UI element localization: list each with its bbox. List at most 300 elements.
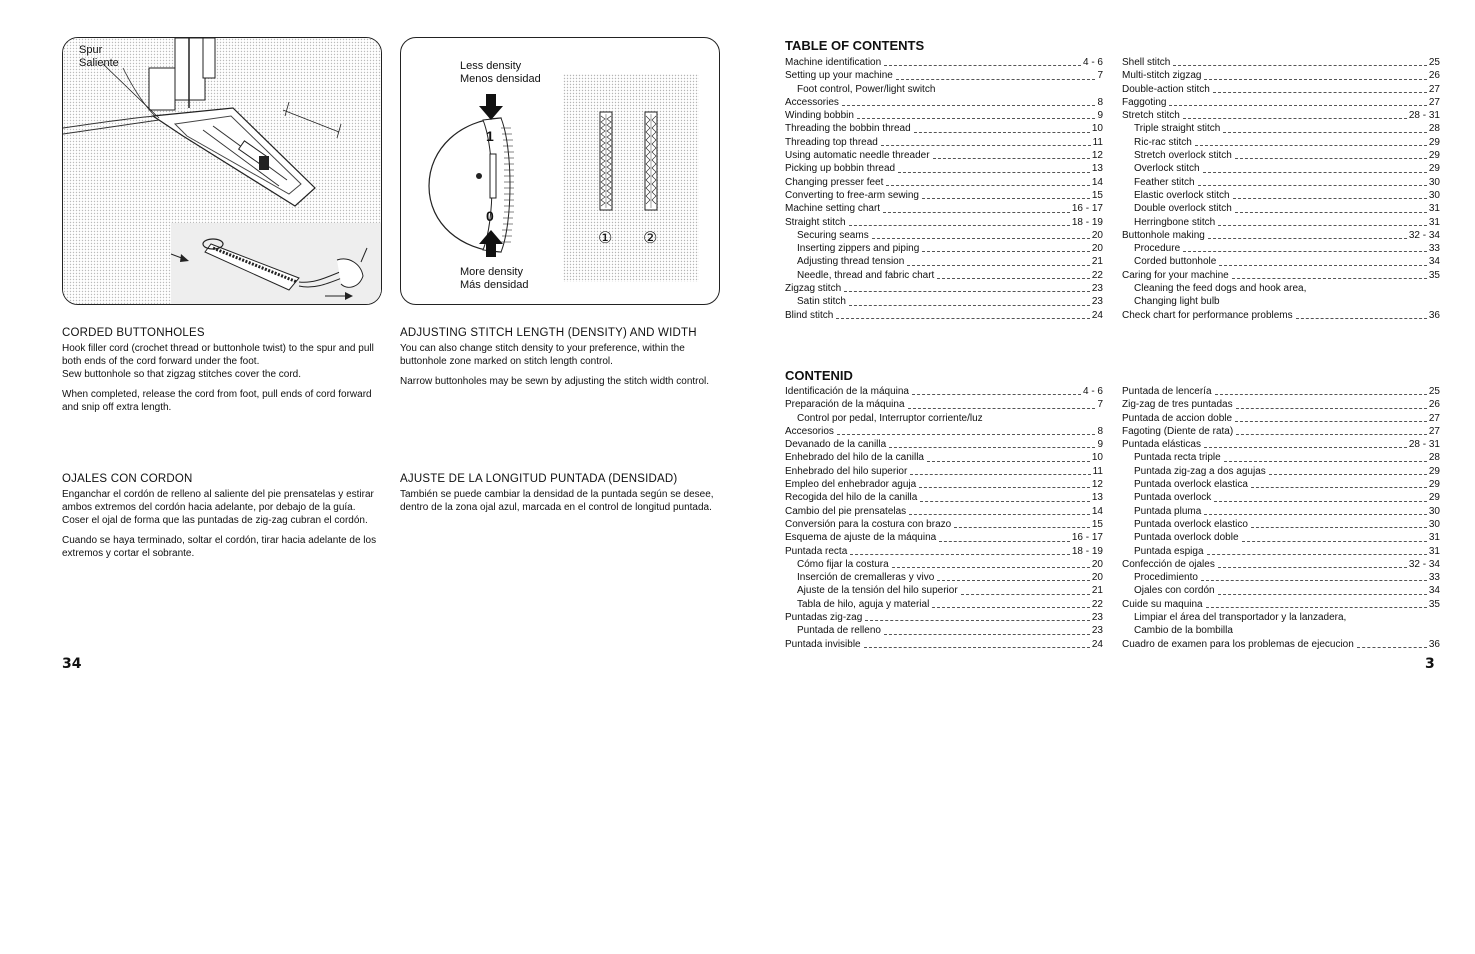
toc-entry-page: 20	[1091, 229, 1103, 241]
toc-entry	[1122, 216, 1440, 229]
toc-leader-dots	[1235, 212, 1427, 213]
toc-leader-dots	[932, 607, 1090, 608]
toc-entry-page: 27	[1428, 83, 1440, 95]
toc-entry-page: 11	[1092, 465, 1103, 477]
toc-entry-title: Esquema de ajuste de la máquina	[785, 532, 937, 544]
paragraph: When completed, release the cord from foot, pull ends of cord forward and snip off extra length.	[62, 389, 372, 413]
paragraph: Narrow buttonholes may be sewn by adjusting the stitch width control.	[400, 376, 710, 387]
toc-entry	[785, 545, 1103, 558]
toc-entry	[785, 438, 1103, 451]
toc-entry-title: Shell stitch	[1122, 57, 1171, 68]
toc-entry-page: 34	[1428, 256, 1440, 268]
toc-entry-page: 28	[1428, 123, 1440, 135]
toc-entry	[785, 229, 1103, 242]
toc-leader-dots	[889, 447, 1095, 448]
toc-entry-title: Overlock stitch	[1134, 163, 1200, 175]
toc-entry-page: 7	[1097, 399, 1103, 411]
toc-entry-title: Enhebrado del hilo de la canilla	[785, 452, 924, 464]
toc-entry-title: Winding bobbin	[785, 110, 854, 122]
toc-entry-page: 26	[1428, 399, 1440, 411]
toc-entry	[785, 242, 1103, 255]
spur-label: Spur	[79, 44, 103, 56]
toc-leader-dots	[1236, 408, 1427, 409]
toc-entry-page: 23	[1091, 296, 1103, 308]
toc-entry	[785, 109, 1103, 122]
toc-entry-title: Cleaning the feed dogs and hook area,	[1134, 283, 1307, 295]
toc-entry-title: Inserting zippers and piping	[797, 243, 920, 255]
toc-entry-title: Using automatic needle threader	[785, 150, 930, 162]
menos-densidad-label: Menos densidad	[460, 73, 541, 85]
toc-leader-dots	[1218, 567, 1407, 568]
toc-entry	[785, 451, 1103, 464]
toc-entry-title: Corded buttonhole	[1134, 256, 1217, 268]
toc-entry-title: Zigzag stitch	[785, 283, 842, 295]
toc-entry	[1122, 478, 1440, 491]
toc-entry-title: Puntada overlock elastico	[1134, 518, 1248, 530]
toc-entry-title: Cómo fijar la costura	[797, 558, 889, 570]
mas-densidad-label: Más densidad	[460, 279, 529, 291]
toc-entry-title: Empleo del enhebrador aguja	[785, 479, 917, 491]
toc-leader-dots	[1233, 198, 1427, 199]
paragraph: You can also change stitch density to your preference, within the buttonhole zone marked on stitch length control.	[400, 343, 685, 367]
presser-foot-illustration	[63, 38, 381, 304]
toc-leader-dots	[1169, 105, 1426, 106]
toc-entry-title: Puntada espiga	[1134, 545, 1204, 557]
toc-entry-title: Faggoting	[1122, 96, 1167, 108]
toc-leader-dots	[1213, 92, 1427, 93]
toc-entry-title: Puntada invisible	[785, 638, 861, 650]
toc-entry-page: 33	[1428, 572, 1440, 584]
toc-entry	[1122, 531, 1440, 544]
toc-leader-dots	[886, 185, 1089, 186]
toc-leader-dots	[1236, 434, 1427, 435]
toc-entry	[1122, 96, 1440, 109]
toc-entry-page: 35	[1428, 598, 1440, 610]
toc-entry	[785, 531, 1103, 544]
toc-entry-title: Double overlock stitch	[1134, 203, 1232, 215]
toc-es-column-1	[785, 385, 1103, 651]
paragraph: Enganchar el cordón de relleno al saliente del pie prensatelas y estirar ambos extremos del cordón hacia adelante, por debajo de la guía. Coser el ojal de forma que las puntadas de zig-zag cubran el cordón.	[62, 489, 374, 526]
toc-leader-dots	[1269, 474, 1427, 475]
toc-leader-dots	[892, 567, 1090, 568]
toc-entry-title: Puntada overlock	[1134, 492, 1212, 504]
toc-entry	[785, 518, 1103, 531]
toc-leader-dots	[907, 265, 1090, 266]
toc-entry-page: 29	[1428, 465, 1440, 477]
toc-leader-dots	[922, 198, 1090, 199]
toc-leader-dots	[1223, 132, 1427, 133]
toc-leader-dots	[927, 461, 1090, 462]
toc-entry-page: 23	[1091, 625, 1103, 637]
ajuste-longitud-section	[400, 473, 720, 521]
toc-entry	[785, 624, 1103, 637]
toc-leader-dots	[896, 79, 1096, 80]
toc-leader-dots	[922, 251, 1090, 252]
section-heading: CORDED BUTTONHOLES	[62, 327, 205, 339]
toc-entry	[785, 149, 1103, 162]
toc-leader-dots	[884, 65, 1081, 66]
toc-leader-dots	[1173, 65, 1427, 66]
toc-entry	[1122, 558, 1440, 571]
paragraph-text: Hook filler cord (crochet thread or buttonhole twist) to the spur and pull both ends of the cord forward under the foot.	[62, 343, 374, 367]
toc-entry-title: Fagoting (Diente de rata)	[1122, 425, 1234, 437]
toc-entry-title: Zig-zag de tres puntadas	[1122, 399, 1233, 411]
toc-entry-page: 31	[1428, 532, 1440, 544]
toc-entry-page: 31	[1428, 203, 1440, 215]
toc-entry	[1122, 451, 1440, 464]
toc-entry	[785, 202, 1103, 215]
section-heading: ADJUSTING STITCH LENGTH (DENSITY) AND WIDTH	[400, 327, 697, 339]
toc-entry	[785, 584, 1103, 597]
toc-entry	[785, 611, 1103, 624]
toc-entry-title: Puntada zig-zag a dos agujas	[1134, 465, 1266, 477]
toc-entry-title: Foot control, Power/light switch	[797, 83, 936, 95]
toc-entry	[785, 176, 1103, 189]
toc-entry-title: Stretch stitch	[1122, 110, 1180, 122]
section-heading: AJUSTE DE LA LONGITUD PUNTADA (DENSIDAD)	[400, 473, 678, 485]
toc-entry-title: Accesorios	[785, 425, 834, 437]
toc-entry	[1122, 545, 1440, 558]
toc-leader-dots	[912, 394, 1081, 395]
toc-entry-title: Adjusting thread tension	[797, 256, 905, 268]
toc-leader-dots	[864, 647, 1090, 648]
toc-leader-dots	[1203, 172, 1427, 173]
toc-entry	[1122, 584, 1440, 597]
toc-entry-title: Puntada recta triple	[1134, 452, 1221, 464]
toc-entry-page: 23	[1091, 283, 1103, 295]
toc-entry-page: 12	[1091, 150, 1103, 162]
toc-leader-dots	[1251, 487, 1427, 488]
toc-entry-page: 25	[1428, 57, 1440, 68]
toc-entry-title: Preparación de la máquina	[785, 399, 905, 411]
toc-entry	[1122, 518, 1440, 531]
toc-leader-dots	[1232, 278, 1427, 279]
toc-entry-title: Cambio de la bombilla	[1134, 625, 1233, 637]
toc-entry-page: 30	[1428, 505, 1440, 517]
toc-entry	[785, 571, 1103, 584]
toc-leader-dots	[1357, 647, 1427, 648]
toc-leader-dots	[1183, 118, 1407, 119]
toc-leader-dots	[1296, 318, 1427, 319]
toc-es-column-2	[1122, 385, 1440, 651]
toc-entry-title: Machine setting chart	[785, 203, 881, 215]
toc-leader-dots	[1206, 607, 1427, 608]
toc-entry-title: Satin stitch	[797, 296, 846, 308]
toc-entry-title: Cuadro de examen para los problemas de ejecucion	[1122, 638, 1354, 650]
toc-entry-page: 28 - 31	[1408, 439, 1440, 451]
toc-entry-title: Herringbone stitch	[1134, 216, 1216, 228]
toc-leader-dots	[937, 278, 1090, 279]
toc-leader-dots	[1183, 251, 1427, 252]
toc-entry-page: 15	[1091, 189, 1103, 201]
sample-1-label: ①	[598, 228, 613, 247]
toc-entry-title: Setting up your machine	[785, 70, 893, 82]
toc-leader-dots	[1235, 421, 1427, 422]
toc-entry	[1122, 295, 1440, 308]
toc-entry-page: 22	[1091, 269, 1103, 281]
toc-leader-dots	[920, 501, 1090, 502]
toc-leader-dots	[1214, 501, 1427, 502]
sample-2-label: ②	[643, 228, 658, 247]
toc-en-title: TABLE OF CONTENTS	[785, 38, 925, 53]
toc-leader-dots	[837, 434, 1096, 435]
toc-leader-dots	[933, 158, 1090, 159]
toc-leader-dots	[844, 291, 1090, 292]
toc-entry-page: 18 - 19	[1071, 216, 1103, 228]
toc-entry	[1122, 189, 1440, 202]
toc-leader-dots	[1201, 580, 1427, 581]
toc-entry-title: Stretch overlock stitch	[1134, 150, 1232, 162]
toc-entry-title: Tabla de hilo, aguja y material	[797, 598, 930, 610]
paragraph: Cuando se haya terminado, soltar el cordón, tirar hacia adelante de los extremos y cortar el sobrante.	[62, 535, 377, 559]
toc-entry-title: Puntada de accion doble	[1122, 412, 1233, 424]
toc-entry	[785, 83, 1103, 96]
toc-leader-dots	[1208, 238, 1407, 239]
toc-entry-page: 30	[1428, 176, 1440, 188]
toc-leader-dots	[910, 474, 1090, 475]
toc-entry	[785, 282, 1103, 295]
toc-entry	[1122, 202, 1440, 215]
toc-entry-page: 7	[1097, 70, 1103, 82]
toc-entry-page: 32 - 34	[1408, 229, 1440, 241]
toc-leader-dots	[1224, 461, 1427, 462]
paragraph	[62, 368, 377, 381]
paragraph	[62, 342, 377, 368]
toc-entry-title: Procedimiento	[1134, 572, 1198, 584]
toc-leader-dots	[1242, 541, 1427, 542]
toc-entry-title: Buttonhole making	[1122, 229, 1205, 241]
toc-entry	[1122, 242, 1440, 255]
toc-leader-dots	[1218, 225, 1427, 226]
toc-entry-page: 27	[1428, 96, 1440, 108]
toc-entry-title: Double-action stitch	[1122, 83, 1210, 95]
toc-leader-dots	[1218, 594, 1427, 595]
toc-entry	[1122, 624, 1440, 637]
toc-entry	[1122, 505, 1440, 518]
density-dial-figure	[400, 37, 720, 305]
toc-entry-title: Puntadas zig-zag	[785, 612, 863, 624]
toc-entry-page: 12	[1091, 479, 1103, 491]
toc-entry-title: Identificación de la máquina	[785, 386, 909, 397]
toc-entry	[785, 255, 1103, 268]
toc-leader-dots	[1204, 79, 1426, 80]
saliente-label: Saliente	[79, 57, 119, 69]
toc-entry	[1122, 229, 1440, 242]
dial-mark-1: 1	[486, 128, 494, 144]
toc-entry-page: 9	[1097, 110, 1103, 122]
corded-buttonholes-section	[62, 327, 377, 421]
toc-entry-title: Puntada elásticas	[1122, 439, 1201, 451]
toc-entry-page: 13	[1091, 492, 1103, 504]
toc-entry-page: 13	[1091, 163, 1103, 175]
toc-entry-page: 15	[1091, 518, 1103, 530]
toc-entry-title: Ric-rac stitch	[1134, 136, 1192, 148]
toc-entry-title: Enhebrado del hilo superior	[785, 465, 908, 477]
toc-en-column-2	[1122, 56, 1440, 322]
toc-entry-page: 33	[1428, 243, 1440, 255]
toc-entry-page: 21	[1091, 256, 1103, 268]
toc-entry-page: 9	[1097, 439, 1103, 451]
toc-entry	[1122, 611, 1440, 624]
toc-leader-dots	[883, 212, 1070, 213]
toc-entry-title: Puntada pluma	[1134, 505, 1202, 517]
toc-entry-page: 29	[1428, 136, 1440, 148]
toc-entry	[785, 56, 1103, 69]
toc-entry-title: Cambio del pie prensatelas	[785, 505, 907, 517]
toc-entry-title: Limpiar el área del transportador y la lanzadera,	[1134, 612, 1347, 624]
toc-entry	[785, 478, 1103, 491]
toc-leader-dots	[1219, 265, 1427, 266]
toc-entry-page: 21	[1091, 585, 1103, 597]
adjusting-stitch-section	[400, 327, 720, 395]
toc-entry-page: 14	[1091, 505, 1103, 517]
toc-entry-page: 34	[1428, 585, 1440, 597]
toc-leader-dots	[1195, 145, 1427, 146]
toc-leader-dots	[898, 172, 1090, 173]
toc-entry-title: Puntada overlock elastica	[1134, 479, 1248, 491]
toc-leader-dots	[914, 132, 1090, 133]
toc-leader-dots	[857, 118, 1096, 119]
corded-buttonhole-figure	[62, 37, 382, 305]
toc-entry	[1122, 438, 1440, 451]
section-heading: OJALES CON CORDON	[62, 473, 193, 485]
toc-entry-page: 30	[1428, 518, 1440, 530]
toc-entry-page: 14	[1091, 176, 1103, 188]
toc-entry-page: 20	[1091, 243, 1103, 255]
toc-entry-page: 26	[1428, 70, 1440, 82]
toc-leader-dots	[1204, 447, 1407, 448]
toc-entry-title: Changing light bulb	[1134, 296, 1220, 308]
toc-entry-page: 4 - 6	[1082, 57, 1103, 68]
toc-entry-page: 8	[1097, 96, 1103, 108]
toc-entry	[785, 96, 1103, 109]
toc-entry-title: Puntada de relleno	[797, 625, 881, 637]
toc-entry-title: Securing seams	[797, 229, 869, 241]
toc-entry-page: 29	[1428, 163, 1440, 175]
toc-leader-dots	[872, 238, 1090, 239]
toc-entry	[785, 69, 1103, 82]
toc-entry-page: 36	[1428, 309, 1440, 321]
toc-entry-page: 27	[1428, 412, 1440, 424]
toc-entry	[1122, 269, 1440, 282]
toc-entry-page: 18 - 19	[1071, 545, 1103, 557]
toc-entry-title: Converting to free-arm sewing	[785, 189, 919, 201]
dial-mark-0: 0	[486, 208, 494, 224]
toc-entry	[785, 491, 1103, 504]
toc-entry-title: Threading top thread	[785, 136, 878, 148]
toc-entry-page: 25	[1428, 386, 1440, 397]
toc-entry	[1122, 56, 1440, 69]
toc-entry-title: Puntada overlock doble	[1134, 532, 1239, 544]
toc-leader-dots	[1235, 158, 1427, 159]
paragraph: También se puede cambiar la densidad de la puntada según se desee, dentro de la zona ojal azul, marcada en el control de longitud puntada.	[400, 489, 714, 513]
toc-entry-page: 20	[1091, 572, 1103, 584]
toc-entry-title: Picking up bobbin thread	[785, 163, 896, 175]
toc-entry	[1122, 136, 1440, 149]
toc-entry-title: Elastic overlock stitch	[1134, 189, 1230, 201]
toc-entry	[785, 136, 1103, 149]
toc-es-title: CONTENID	[785, 368, 853, 383]
toc-entry-page: 10	[1091, 123, 1103, 135]
paragraph-text: Sew buttonhole so that zigzag stitches cover the cord.	[62, 369, 302, 380]
toc-leader-dots	[919, 487, 1090, 488]
left-page-number: 34	[62, 656, 82, 672]
stitch-length-dial-illustration	[401, 38, 719, 304]
toc-entry-title: Puntada recta	[785, 545, 848, 557]
toc-entry-page: 31	[1428, 545, 1440, 557]
toc-entry	[1122, 398, 1440, 411]
toc-leader-dots	[908, 408, 1096, 409]
toc-leader-dots	[961, 594, 1090, 595]
ojales-con-cordon-section	[62, 473, 377, 567]
toc-entry-page: 36	[1428, 638, 1440, 650]
toc-entry	[1122, 491, 1440, 504]
toc-entry	[785, 269, 1103, 282]
toc-leader-dots	[937, 580, 1090, 581]
toc-entry	[785, 598, 1103, 611]
toc-entry	[1122, 122, 1440, 135]
toc-entry-page: 22	[1091, 598, 1103, 610]
toc-entry-title: Puntada de lencería	[1122, 386, 1212, 397]
toc-entry-page: 28 - 31	[1408, 110, 1440, 122]
toc-entry-title: Procedure	[1134, 243, 1181, 255]
toc-entry-page: 10	[1091, 452, 1103, 464]
toc-entry-page: 29	[1428, 492, 1440, 504]
toc-leader-dots	[850, 554, 1070, 555]
toc-entry	[1122, 412, 1440, 425]
toc-entry	[1122, 255, 1440, 268]
toc-entry-title: Feather stitch	[1134, 176, 1195, 188]
toc-entry	[785, 162, 1103, 175]
toc-leader-dots	[1204, 514, 1427, 515]
toc-entry	[1122, 309, 1440, 322]
toc-entry-title: Cuide su maquina	[1122, 598, 1203, 610]
toc-entry	[785, 425, 1103, 438]
toc-entry	[785, 398, 1103, 411]
toc-entry	[1122, 69, 1440, 82]
toc-entry-title: Confección de ojales	[1122, 558, 1215, 570]
toc-leader-dots	[865, 620, 1090, 621]
toc-entry-page: 29	[1428, 479, 1440, 491]
toc-entry	[1122, 109, 1440, 122]
toc-leader-dots	[881, 145, 1091, 146]
toc-entry	[785, 505, 1103, 518]
toc-entry-page: 20	[1091, 558, 1103, 570]
toc-leader-dots	[1215, 394, 1427, 395]
toc-entry-title: Ajuste de la tensión del hilo superior	[797, 585, 958, 597]
toc-leader-dots	[849, 305, 1090, 306]
toc-entry	[1122, 465, 1440, 478]
toc-entry-title: Multi-stitch zigzag	[1122, 70, 1202, 82]
toc-entry-title: Recogida del hilo de la canilla	[785, 492, 918, 504]
toc-entry-page: 29	[1428, 150, 1440, 162]
toc-leader-dots	[1251, 527, 1427, 528]
toc-entry-title: Threading the bobbin thread	[785, 123, 911, 135]
more-density-label: More density	[460, 266, 523, 278]
toc-entry	[785, 385, 1103, 398]
toc-entry-page: 35	[1428, 269, 1440, 281]
toc-entry-page: 28	[1428, 452, 1440, 464]
toc-entry-title: Needle, thread and fabric chart	[797, 269, 935, 281]
toc-leader-dots	[954, 527, 1090, 528]
toc-entry-title: Ojales con cordón	[1134, 585, 1215, 597]
toc-leader-dots	[836, 318, 1090, 319]
toc-entry	[1122, 385, 1440, 398]
toc-entry-title: Control por pedal, Interruptor corriente/luz	[797, 412, 983, 424]
toc-entry-title: Triple straight stitch	[1134, 123, 1221, 135]
toc-entry-title: Caring for your machine	[1122, 269, 1229, 281]
toc-entry	[785, 465, 1103, 478]
